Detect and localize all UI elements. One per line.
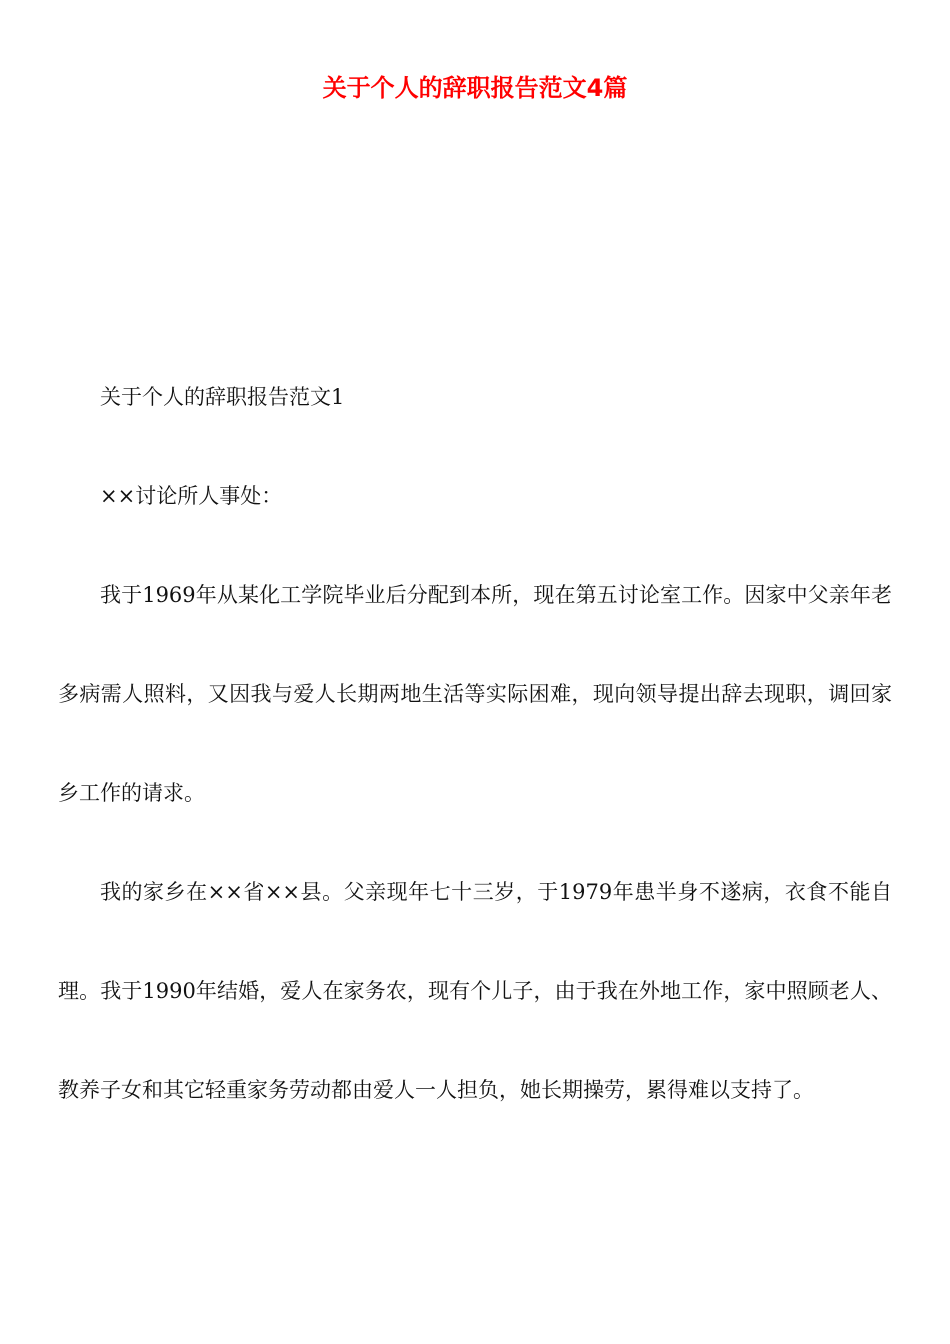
document-body: [58, 348, 892, 1140]
section-heading: 关于个人的辞职报告范文1: [100, 385, 345, 409]
salutation: ××讨论所人事处：: [100, 484, 283, 508]
body-paragraph: 我的家乡在××省××县。父亲现年七十三岁，于1979年患半身不遂病，衣食不能自理。我于1990年结婚，爱人在家务农，现有个儿子，由于我在外地工作，家中照顾老人、教养子女和其它轻重家务劳动都由爱人一人担负，她长期操劳，累得难以支持了。: [58, 880, 892, 1102]
body-paragraph: 我于1969年从某化工学院毕业后分配到本所，现在第五讨论室工作。因家中父亲年老多病需人照料，又因我与爱人长期两地生活等实际困难，现向领导提出辞去现职，调回家乡工作的请求。: [58, 583, 892, 805]
document-title: 关于个人的辞职报告范文4篇: [322, 74, 628, 102]
